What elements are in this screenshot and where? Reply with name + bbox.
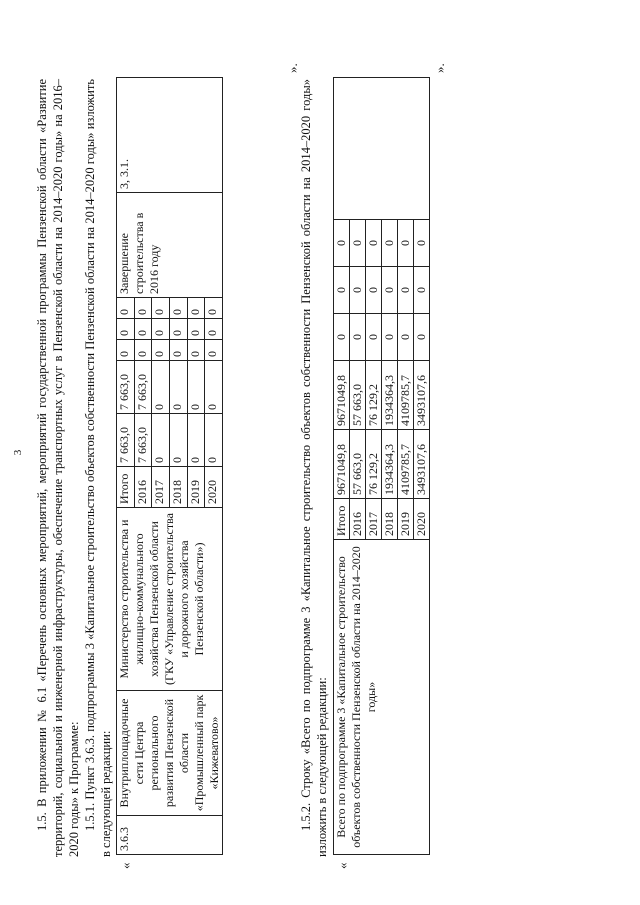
value-regional: 1934364,3 — [382, 361, 398, 430]
value-total: 0 — [187, 414, 205, 467]
value-local: 0 — [169, 319, 187, 340]
value-total: 76 129,2 — [366, 430, 382, 499]
table-subprogram-total — [333, 77, 430, 855]
year-cell: 2020 — [414, 499, 430, 540]
value-local: 0 — [187, 319, 205, 340]
value-federal: 0 — [187, 340, 205, 361]
empty-cell — [334, 78, 430, 220]
close-quote-2: ». — [432, 63, 447, 73]
value-total: 0 — [152, 414, 170, 467]
value-regional: 7 663,0 — [117, 361, 135, 414]
value-local: 0 — [334, 267, 350, 314]
value-other: 0 — [187, 298, 205, 319]
value-total: 4109785,7 — [398, 430, 414, 499]
value-local: 0 — [382, 267, 398, 314]
value-other: 0 — [398, 220, 414, 267]
paragraph-1-5-2: 1.5.2. Строку «Всего по подпрограмме 3 «Капитальное строительство объектов собственности Пензенской области на 2014–2020 годы» изложить в следующей редакции: — [299, 79, 329, 857]
value-federal: 0 — [117, 340, 135, 361]
value-federal: 0 — [414, 314, 430, 361]
value-local: 0 — [414, 267, 430, 314]
value-other: 0 — [205, 298, 223, 319]
table-row — [117, 78, 135, 855]
value-other: 0 — [414, 220, 430, 267]
value-total: 1934364,3 — [382, 430, 398, 499]
value-other: 0 — [382, 220, 398, 267]
value-total: 3493107,6 — [414, 430, 430, 499]
item-executor: Министерство строительства и жилищно-коммунального хозяйства Пензенской области (ГКУ «Управление строительства и дорожного хозяйства Пензенской области») — [117, 508, 223, 691]
value-federal: 0 — [382, 314, 398, 361]
value-federal: 0 — [350, 314, 366, 361]
item-name: Внутриплощадочные сети Центра регионального развития Пензенской области «Промышленный парк «Кижеватово» — [117, 691, 223, 816]
paragraph-1-5-1: 1.5.1. Пункт 3.6.3. подпрограммы 3 «Капитальное строительство объектов собственности Пензенской области на 2014–2020 годы» изложить в следующей редакции: — [83, 79, 113, 857]
value-other: 0 — [134, 298, 152, 319]
page-number: 3 — [12, 449, 24, 456]
value-local: 0 — [398, 267, 414, 314]
open-quote-1: « — [118, 862, 133, 869]
value-local: 0 — [205, 319, 223, 340]
year-cell: 2018 — [382, 499, 398, 540]
year-cell: 2019 — [187, 467, 205, 508]
value-local: 0 — [134, 319, 152, 340]
value-other: 0 — [334, 220, 350, 267]
year-cell: 2017 — [152, 467, 170, 508]
value-regional: 0 — [169, 361, 187, 414]
year-cell: 2019 — [398, 499, 414, 540]
value-regional: 57 663,0 — [350, 361, 366, 430]
value-local: 0 — [366, 267, 382, 314]
value-regional: 76 129,2 — [366, 361, 382, 430]
value-regional: 9671049,8 — [334, 361, 350, 430]
value-total: 57 663,0 — [350, 430, 366, 499]
year-cell: Итого — [334, 499, 350, 540]
item-indicator: 3, 3.1. — [117, 78, 223, 193]
year-cell: 2020 — [205, 467, 223, 508]
paragraph-1-5: 1.5. В приложении № 6.1 «Перечень основных мероприятий, мероприятий государственной программы Пензенской области «Развитие территорий, социальной и инженерной инфраструктуры, обеспечение транспортных услуг в Пензенской области на 2014–2020 годы» на 2016–2020 годы» к Программе: — [35, 79, 81, 857]
value-total: 0 — [205, 414, 223, 467]
value-federal: 0 — [205, 340, 223, 361]
value-local: 0 — [152, 319, 170, 340]
total-label: Всего по подпрограмме 3 «Капитальное строительство объектов собственности Пензенской области на 2014–2020 годы» — [334, 540, 430, 855]
value-federal: 0 — [398, 314, 414, 361]
value-local: 0 — [350, 267, 366, 314]
year-cell: 2017 — [366, 499, 382, 540]
value-federal: 0 — [169, 340, 187, 361]
value-total: 9671049,8 — [334, 430, 350, 499]
year-cell: Итого — [117, 467, 135, 508]
value-regional: 3493107,6 — [414, 361, 430, 430]
value-local: 0 — [117, 319, 135, 340]
year-cell: 2016 — [134, 467, 152, 508]
value-regional: 0 — [205, 361, 223, 414]
value-other: 0 — [350, 220, 366, 267]
table-item-3-6-3 — [116, 77, 223, 855]
table-row — [334, 78, 350, 855]
value-other: 0 — [366, 220, 382, 267]
value-regional: 0 — [152, 361, 170, 414]
value-regional: 7 663,0 — [134, 361, 152, 414]
item-number: 3.6.3 — [117, 816, 223, 855]
value-total: 7 663,0 — [134, 414, 152, 467]
value-federal: 0 — [152, 340, 170, 361]
value-total: 0 — [169, 414, 187, 467]
value-other: 0 — [117, 298, 135, 319]
year-cell: 2018 — [169, 467, 187, 508]
value-regional: 0 — [187, 361, 205, 414]
close-quote-1: ». — [285, 63, 300, 73]
value-total: 7 663,0 — [117, 414, 135, 467]
value-federal: 0 — [366, 314, 382, 361]
value-regional: 4109785,7 — [398, 361, 414, 430]
item-result: Завершение строительства в 2016 году — [117, 193, 223, 298]
value-federal: 0 — [334, 314, 350, 361]
value-other: 0 — [169, 298, 187, 319]
value-other: 0 — [152, 298, 170, 319]
value-federal: 0 — [134, 340, 152, 361]
open-quote-2: « — [335, 862, 350, 869]
year-cell: 2016 — [350, 499, 366, 540]
